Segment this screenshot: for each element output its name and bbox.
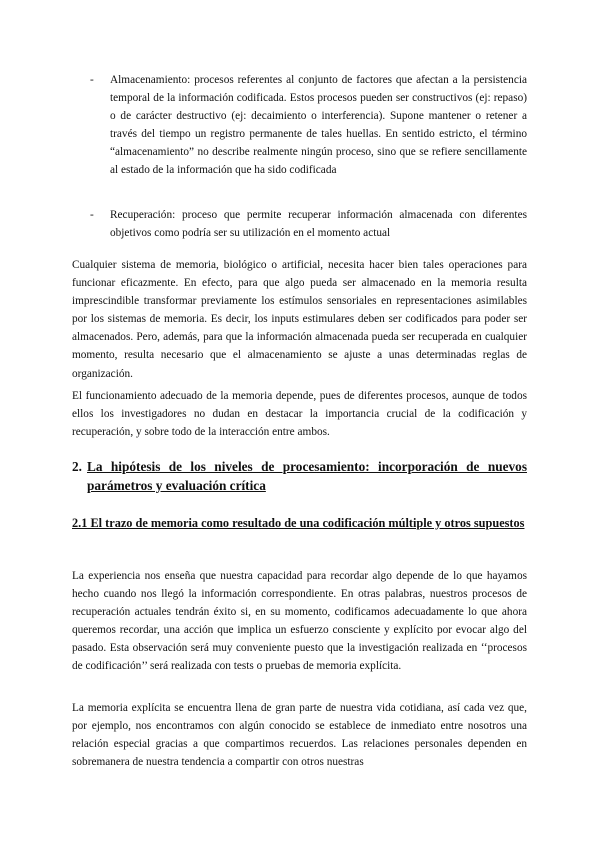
subsection-heading-2-1: 2.1 El trazo de memoria como resultado de una codificación múltiple y otros supuestos (72, 516, 525, 530)
paragraph-experiencia: La experiencia nos enseña que nuestra capacidad para recordar algo depende de lo que hayamos hecho cuando nos llegó la información correspondiente. En otras palabras, nuestros procesos de recuperación actuales tendrán éxito si, en su momento, codificamos adecuadamente lo que ahora queremos recordar, una acción que implica un esfuerzo consciente y explícito por evocar algo del pasado. Esta observación será muy conveniente puesto que la investigación realizada en ‘‘procesos de codificación’’ será realizada con tests o pruebas de memoria explícita. (72, 570, 527, 673)
section-title: La hipótesis de los niveles de procesamiento: incorporación de nuevos parámetros y evaluación crítica (87, 459, 527, 493)
paragraph-funcionamiento: El funcionamiento adecuado de la memoria depende, pues de diferentes procesos, aunque de todos ellos los investigadores no dudan en destacar la importancia crucial de la codificación y recuperación, y sobre todo de la interacción entre ambos. (72, 390, 527, 439)
bullet-almacenamiento: Almacenamiento: procesos referentes al conjunto de factores que afectan a la persistencia temporal de la información codificada. Estos procesos pueden ser constructivos (ej: repaso) o de carácter destructivo (ej: decaimiento o interferencia). Supone mantener o retener a través del tiempo un registro permanente de tales huellas. En sentido estricto, el término “almacenamiento” no describe realmente ningún proceso, sino que se refiere sencillamente al estado de la información que ha sido codificada (110, 74, 527, 177)
bullet-dash: - (90, 74, 94, 86)
bullet-recuperacion: Recuperación: proceso que permite recuperar información almacenada con diferentes objetivos como podría ser su utilización en el momento actual (110, 209, 527, 240)
section-heading-2 (72, 457, 527, 497)
section-number: 2. (72, 459, 82, 474)
paragraph-sistema-memoria: Cualquier sistema de memoria, biológico o artificial, necesita hacer bien tales operaciones para funcionar eficazmente. En efecto, para que algo pueda ser almacenado en la memoria resulta imprescindible transformar previamente los estímulos sensoriales en representaciones asimilables por los sistemas de memoria. Es decir, los inputs estimulares deben ser codificados para poder ser almacenados. Pero, además, para que la información almacenada pueda ser recuperada en cualquier momento, resulta necesario que el almacenamiento se ajuste a unas determinadas reglas de organización. (72, 259, 527, 380)
bullet-dash: - (90, 209, 94, 221)
paragraph-memoria-explicita: La memoria explícita se encuentra llena de gran parte de nuestra vida cotidiana, así cada vez que, por ejemplo, nos encontramos con algún conocido se establece de inmediato entre nosotros una relación especial gracias a que compartimos recuerdos. Las relaciones personales dependen en sobremanera de nuestra tendencia a compartir con otros nuestras (72, 702, 527, 769)
